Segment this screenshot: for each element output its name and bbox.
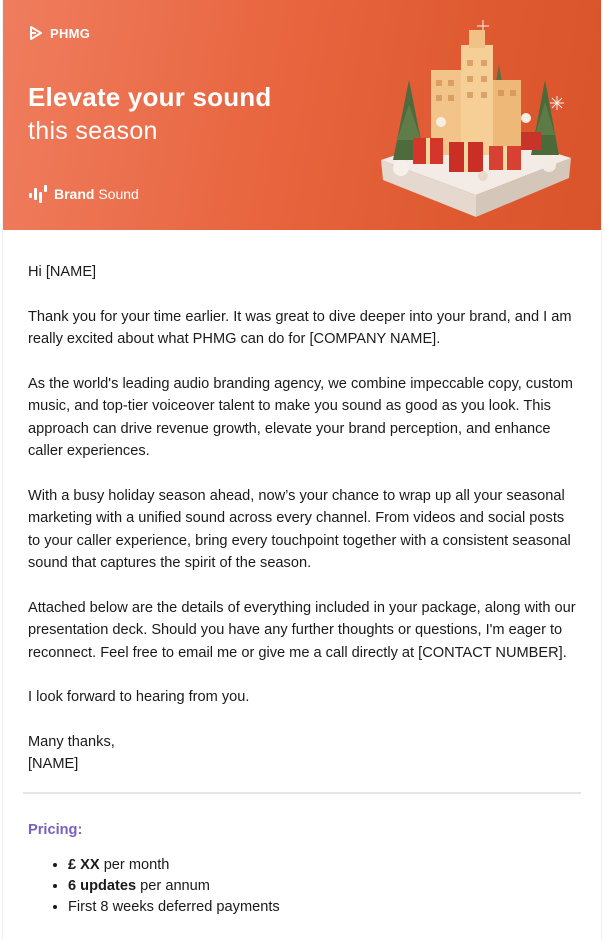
message-content bbox=[3, 230, 601, 776]
festive-city-gift-illustration bbox=[371, 10, 581, 225]
paragraph-closing: I look forward to hearing from you. bbox=[28, 689, 250, 705]
paragraph-attachment: Attached below are the details of everything included in your package, along with our presentation deck. Should you have any further thoughts or questions, I'm eager to reconnect. Feel free to email me or give me a call directly at [CONTACT NUMBER]. bbox=[28, 599, 576, 661]
sound-wave-icon bbox=[28, 184, 48, 204]
headline-line-2: this season bbox=[28, 117, 158, 145]
email-body bbox=[2, 0, 602, 940]
brand-sound-logo bbox=[28, 184, 139, 204]
play-logo-icon bbox=[28, 25, 44, 41]
paragraph-agency: As the world's leading audio branding agency, we combine impeccable copy, custom music, and top-tier voiceover talent to make you sound as good as you look. This approach can drive revenue growth, elevate your brand perception, and enhance caller experiences. bbox=[28, 375, 573, 459]
signoff-line: Many thanks, bbox=[28, 733, 115, 750]
section-divider bbox=[23, 792, 581, 794]
signoff bbox=[28, 731, 576, 776]
sender-name: [NAME] bbox=[28, 756, 79, 772]
greeting: Hi [NAME] bbox=[28, 264, 97, 280]
paragraph-season: With a busy holiday season ahead, now’s your chance to wrap up all your seasonal marketing with a unified sound across every channel. From videos and social posts to your caller experience, bring every touchpoint together with a consistent seasonal sound that captures the spirit of the season. bbox=[28, 487, 571, 571]
pricing-item-bold: 6 updates bbox=[68, 877, 137, 894]
banner-headline bbox=[28, 82, 271, 146]
pricing-item-deferred bbox=[68, 897, 601, 918]
pricing-item-bold: £ XX bbox=[68, 856, 100, 873]
hero-banner bbox=[3, 0, 602, 230]
phmg-logo[interactable] bbox=[28, 25, 90, 41]
paragraph-intro: Thank you for your time earlier. It was great to dive deeper into your brand, and I am really excited about what PHMG can do for [COMPANY NAME]. bbox=[28, 308, 572, 347]
pricing-item-text: per annum bbox=[136, 877, 210, 894]
pricing-item-text: per month bbox=[99, 856, 170, 873]
pricing-item-updates bbox=[68, 876, 601, 897]
brand-word: Brand bbox=[54, 186, 95, 202]
logo-text: PHMG bbox=[50, 25, 91, 41]
sound-word: Sound bbox=[94, 186, 139, 202]
pricing-list bbox=[3, 855, 601, 918]
brand-sound-text bbox=[54, 186, 139, 202]
pricing-item-monthly bbox=[68, 855, 601, 876]
headline-line-1: Elevate your sound bbox=[28, 82, 272, 112]
pricing-item-text: First 8 weeks deferred payments bbox=[68, 898, 280, 915]
pricing-title: Pricing: bbox=[28, 821, 83, 838]
